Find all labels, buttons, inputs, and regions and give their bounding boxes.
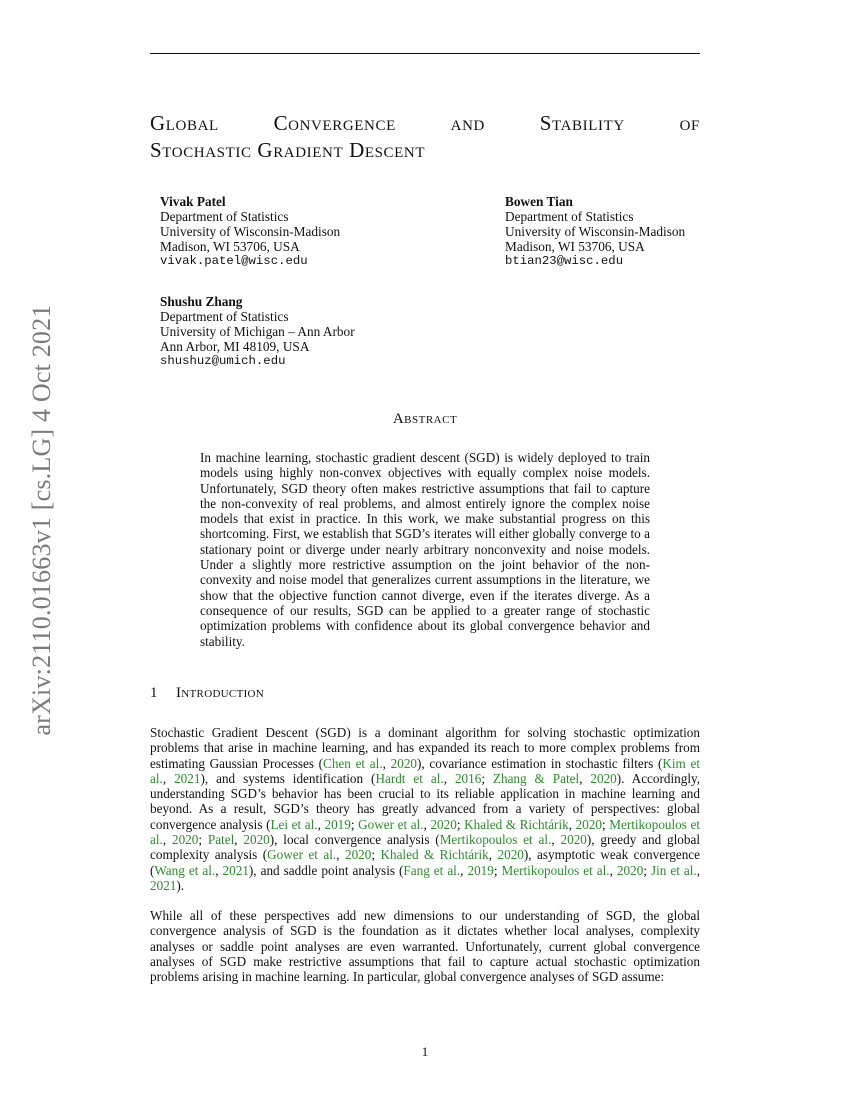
citation-link[interactable]: 2020 bbox=[390, 755, 417, 771]
citation-link[interactable]: Mertikopoulos et al. bbox=[501, 862, 610, 878]
section-title: Introduction bbox=[176, 685, 265, 701]
paragraph-text: ), covariance estimation in stochastic filters ( bbox=[417, 755, 663, 771]
citation-link[interactable]: 2020 bbox=[590, 770, 617, 786]
paragraph-text: ; bbox=[456, 816, 465, 832]
paragraph-text: , bbox=[609, 862, 617, 878]
citation-link[interactable]: Lei et al. bbox=[270, 816, 318, 832]
author-email[interactable]: btian23@wisc.edu bbox=[505, 254, 624, 268]
citation-link[interactable]: Khaled & Richtárik bbox=[464, 816, 569, 832]
paragraph-text: ; bbox=[371, 847, 381, 863]
citation-link[interactable]: 2021 bbox=[150, 877, 177, 893]
citation-link[interactable]: 2019 bbox=[467, 862, 494, 878]
section-heading bbox=[150, 685, 264, 702]
author-dept: Department of Statistics bbox=[160, 209, 289, 224]
author-email[interactable]: vivak.patel@wisc.edu bbox=[160, 254, 308, 268]
paragraph-text: , bbox=[551, 832, 561, 848]
citation-link[interactable]: Mertikopoulos et al. bbox=[439, 832, 552, 848]
paragraph-text: ; bbox=[601, 816, 610, 832]
paragraph-text: , bbox=[382, 755, 391, 771]
paragraph-text: ). Accordingly, understanding SGD’s behavior has been crucial to its reliable application in machine learning and beyond. As a result, SGD’s theory has greatly advanced from a variety of perspectives: global convergence analysis ( bbox=[150, 770, 701, 832]
paragraph-text: ). bbox=[176, 877, 185, 893]
paragraph-text: , bbox=[568, 816, 576, 832]
paragraph-text: , bbox=[423, 816, 431, 832]
paragraph-text: , bbox=[162, 770, 175, 786]
citation-link[interactable]: 2021 bbox=[174, 770, 201, 786]
page-number: 1 bbox=[421, 1044, 429, 1059]
author-name: Vivak Patel bbox=[160, 194, 226, 209]
citation-link[interactable]: 2021 bbox=[222, 862, 249, 878]
paper-title-line-2 bbox=[150, 138, 700, 163]
citation-link[interactable]: 2020 bbox=[344, 847, 372, 863]
title-word: Convergence bbox=[273, 111, 396, 135]
title-word: of bbox=[679, 111, 700, 135]
author-dept: Department of Statistics bbox=[505, 209, 634, 224]
intro-paragraph-2: While all of these perspectives add new dimensions to our understanding of SGD, the global convergence analysis of SGD is the foundation as it dictates whether local analyses, complexity analyses or saddle point analyses are even warranted. Unfortunately, current global convergence analyses of SGD make restrictive assumptions that fail to capture actual stochastic optimization problems arising in machine learning. In particular, global convergence analyses of SGD assume: bbox=[150, 908, 700, 985]
citation-link[interactable]: Mertikopoulos et al. bbox=[150, 816, 701, 848]
citation-link[interactable]: 2020 bbox=[575, 816, 602, 832]
citation-link[interactable]: Fang et al. bbox=[403, 862, 461, 878]
paragraph-text: ), asymptotic weak convergence ( bbox=[150, 847, 700, 878]
top-rule bbox=[150, 53, 700, 54]
author-block-1 bbox=[160, 194, 340, 269]
paragraph-text: , bbox=[460, 862, 468, 878]
paragraph-text: , bbox=[317, 816, 325, 832]
citation-link[interactable]: 2020 bbox=[171, 832, 199, 848]
citation-link[interactable]: 2019 bbox=[324, 816, 351, 832]
paragraph-text: ; bbox=[481, 770, 493, 786]
citation-link[interactable]: Hardt et al. bbox=[375, 770, 444, 786]
author-address: Madison, WI 53706, USA bbox=[505, 239, 645, 254]
citation-link[interactable]: Gower et al. bbox=[358, 816, 424, 832]
paragraph-text: , bbox=[162, 832, 172, 848]
author-block-2 bbox=[505, 194, 685, 269]
section-number: 1 bbox=[150, 685, 158, 701]
author-institution: University of Wisconsin-Madison bbox=[505, 224, 686, 239]
author-block-3 bbox=[160, 294, 355, 369]
citation-link[interactable]: Kim et al. bbox=[150, 755, 701, 786]
author-name: Bowen Tian bbox=[505, 194, 573, 209]
citation-link[interactable]: 2016 bbox=[454, 770, 482, 786]
citation-link[interactable]: 2020 bbox=[243, 832, 270, 848]
citation-link[interactable]: Zhang & Patel bbox=[492, 770, 580, 786]
intro-paragraph-1 bbox=[150, 725, 700, 893]
paragraph-text: ), and systems identification ( bbox=[200, 770, 376, 786]
paragraph-text: , bbox=[215, 862, 223, 878]
citation-link[interactable]: Chen et al. bbox=[323, 755, 383, 771]
paragraph-text: , bbox=[443, 770, 455, 786]
title-word: and bbox=[450, 111, 485, 135]
paragraph-text: ), and saddle point analysis ( bbox=[248, 862, 404, 878]
author-institution: University of Michigan – Ann Arbor bbox=[160, 324, 355, 339]
paragraph-text: ; bbox=[198, 832, 208, 848]
citation-link[interactable]: Wang et al. bbox=[154, 862, 216, 878]
paragraph-text: , bbox=[579, 770, 591, 786]
paragraph-text: , bbox=[336, 847, 345, 863]
author-address: Ann Arbor, MI 48109, USA bbox=[160, 339, 310, 354]
paragraph-text: , bbox=[234, 832, 244, 848]
paragraph-text: ), greedy and global complexity analysis ( bbox=[150, 832, 700, 863]
paragraph-text: ), local convergence analysis ( bbox=[269, 832, 440, 848]
paragraph-text: ; bbox=[493, 862, 502, 878]
arxiv-stamp-text: arXiv:2110.01663v1 [cs.LG] 4 Oct 2021 bbox=[27, 304, 56, 736]
citation-link[interactable]: 2020 bbox=[497, 847, 524, 863]
title-word: Global bbox=[150, 111, 219, 135]
citation-link[interactable]: 2020 bbox=[616, 862, 644, 878]
paragraph-text: , bbox=[696, 862, 701, 878]
citation-link[interactable]: Patel bbox=[207, 832, 235, 848]
citation-link[interactable]: 2020 bbox=[430, 816, 457, 832]
abstract-text: In machine learning, stochastic gradient descent (SGD) is widely deployed to train models using highly non-convex objectives with equally complex noise models. Unfortunately, SGD theory often makes restrictive assumptions that fail to capture the non-convexity of real problems, and almost entirely ignore the complex noise models that exist in practice. In this work, we make substantial progress on this shortcoming. First, we establish that SGD’s iterates will either globally converge to a stationary point or diverge under nearly arbitrary nonconvexity and noise models. Under a slightly more restrictive assumption on the joint behavior of the non-convexity and noise model that generalizes current assumptions in the literature, we show that the objective function cannot diverge, even if the iterates diverge. As a consequence of our results, SGD can be applied to a greater range of stochastic optimization problems with confidence about its global convergence behavior and stability. bbox=[200, 450, 650, 649]
paragraph-text: , bbox=[488, 847, 498, 863]
citation-link[interactable]: Jin et al. bbox=[650, 862, 697, 878]
title-word: Stability bbox=[539, 111, 625, 135]
paragraph-text: ; bbox=[643, 862, 651, 878]
paragraph-text: ; bbox=[350, 816, 359, 832]
paragraph-text: Stochastic Gradient Descent (SGD) is a dominant algorithm for solving stochastic optimization problems that arise in machine learning, and has expanded its reach to more complex problems from estimating Gaussian Processes ( bbox=[150, 725, 700, 771]
citation-link[interactable]: Gower et al. bbox=[267, 847, 337, 863]
abstract-heading: Abstract bbox=[392, 411, 458, 427]
author-name: Shushu Zhang bbox=[160, 294, 243, 309]
author-address: Madison, WI 53706, USA bbox=[160, 239, 300, 254]
paper-title-line-1 bbox=[150, 111, 700, 136]
author-email[interactable]: shushuz@umich.edu bbox=[160, 354, 286, 368]
author-dept: Department of Statistics bbox=[160, 309, 289, 324]
title-line-2-text: Stochastic Gradient Descent bbox=[150, 138, 426, 162]
citation-link[interactable]: Khaled & Richtárik bbox=[380, 847, 489, 863]
citation-link[interactable]: 2020 bbox=[560, 832, 587, 848]
author-institution: University of Wisconsin-Madison bbox=[160, 224, 341, 239]
arxiv-stamp[interactable] bbox=[0, 0, 56, 736]
